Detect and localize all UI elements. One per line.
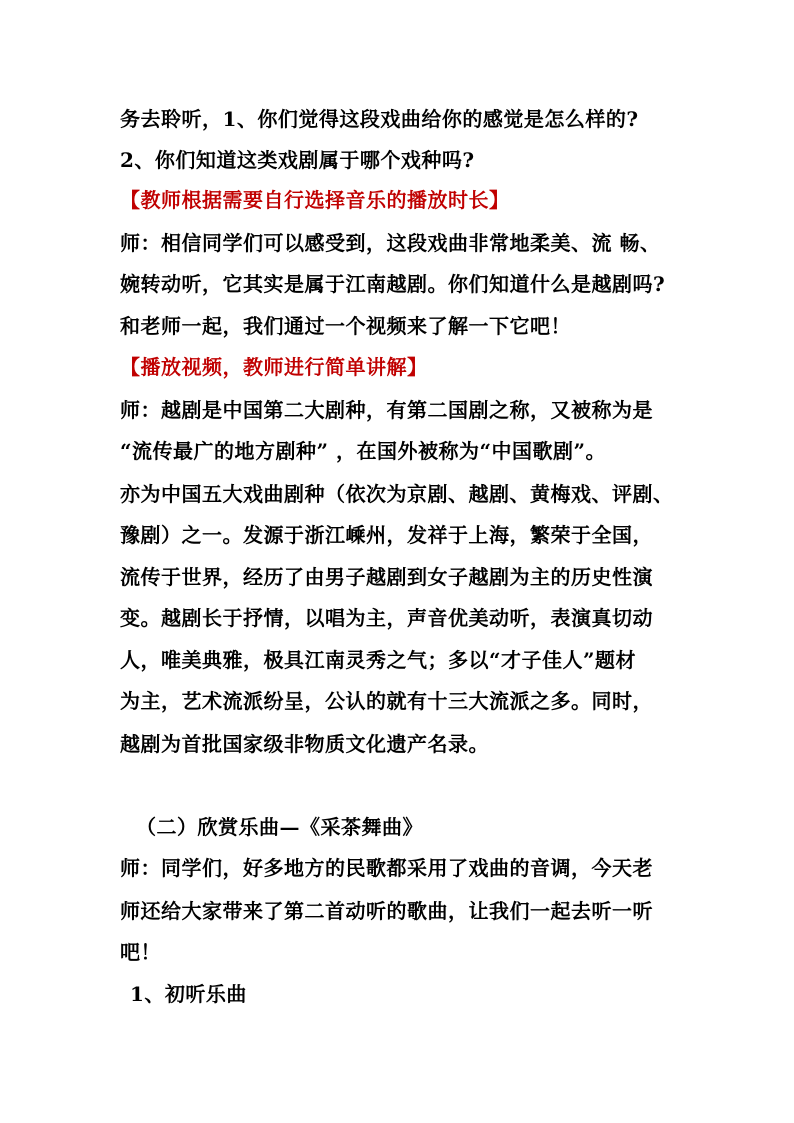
teacher-note: 【播放视频，教师进行简单讲解】	[120, 355, 428, 379]
paragraph-line: 和老师一起，我们通过一个视频来了解一下它吧！	[120, 314, 571, 338]
paragraph-line: 师：同学们，好多地方的民歌都采用了戏曲的音调，今天老	[120, 856, 653, 880]
paragraph-line: 豫剧）之一。发源于浙江嵊州，发祥于上海，繁荣于全国，	[120, 523, 653, 547]
paragraph-line: 务去聆听，1、你们觉得这段戏曲给你的感觉是怎么样的?	[120, 107, 639, 131]
paragraph-line: 为主，艺术流派纷呈，公认的就有十三大流派之多。同时，	[120, 689, 653, 713]
paragraph-line: 吧！	[120, 940, 161, 964]
paragraph-line: 变。越剧长于抒情，以唱为主，声音优美动听，表演真切动	[120, 606, 653, 630]
paragraph-line: 师：越剧是中国第二大剧种，有第二国剧之称，又被称为是	[120, 398, 653, 422]
paragraph-line: 师：相信同学们可以感受到，这段戏曲非常地柔美、流 畅、	[120, 231, 661, 255]
paragraph-line: 2、你们知道这类戏剧属于哪个戏种吗?	[120, 148, 475, 172]
paragraph-line: 流传于世界，经历了由男子越剧到女子越剧为主的历史性演	[120, 565, 653, 589]
paragraph-line: 人，唯美典雅，极具江南灵秀之气；多以“才子佳人”题材	[120, 648, 637, 672]
paragraph-line: “流传最广的地方剧种” ，在国外被称为“中国歌剧”。	[120, 439, 606, 463]
paragraph-line: 亦为中国五大戏曲剧种（依次为京剧、越剧、黄梅戏、评剧、	[120, 482, 674, 506]
paragraph-line: 越剧为首批国家级非物质文化遗产名录。	[120, 732, 489, 756]
paragraph-line: 婉转动听，它其实是属于江南越剧。你们知道什么是越剧吗?	[120, 272, 666, 296]
section-heading: （二）欣赏乐曲—《采茶舞曲》	[136, 815, 423, 839]
teacher-note: 【教师根据需要自行选择音乐的播放时长】	[120, 188, 510, 212]
subsection-heading: 1、初听乐曲	[130, 982, 247, 1006]
paragraph-line: 师还给大家带来了第二首动听的歌曲，让我们一起去听一听	[120, 899, 653, 923]
